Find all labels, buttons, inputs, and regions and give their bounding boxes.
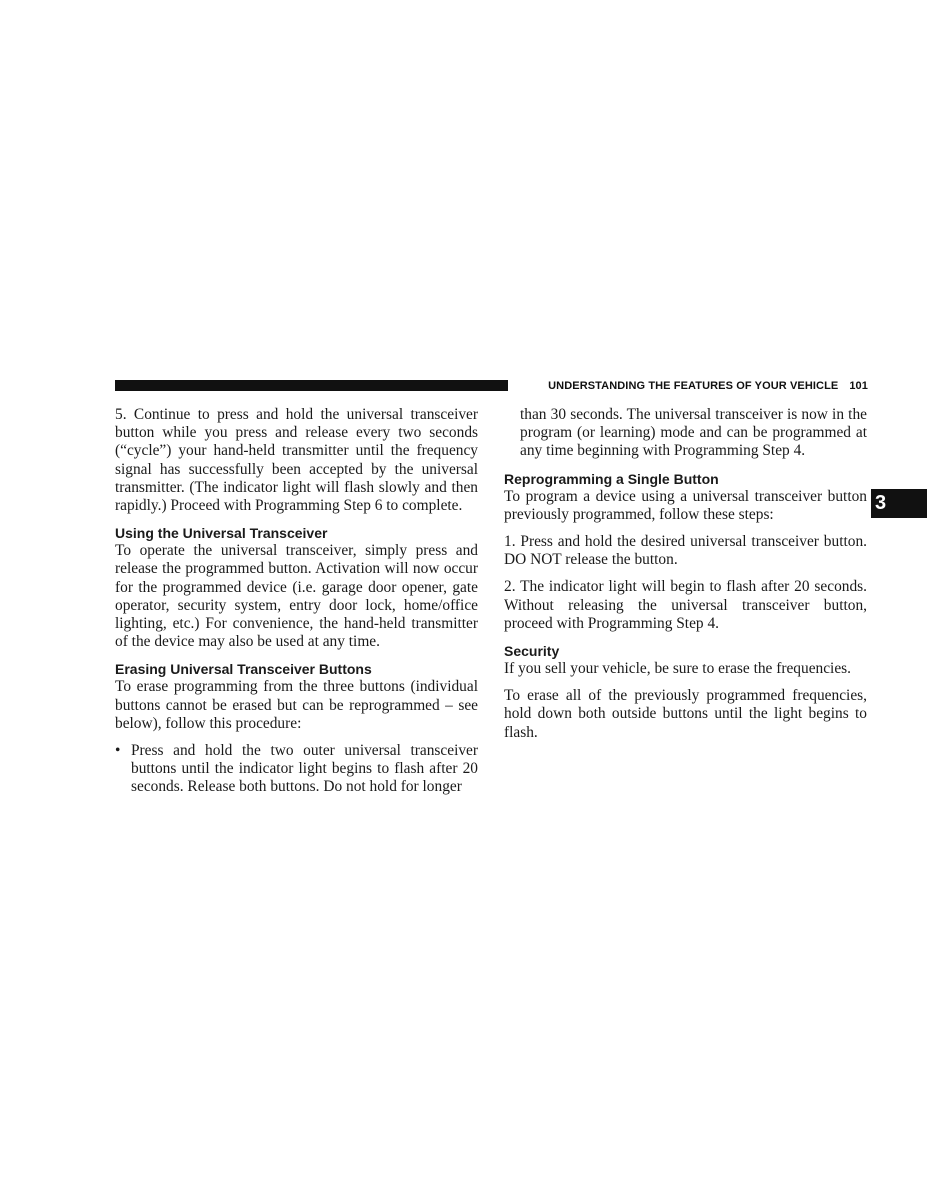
section-heading-security: Security xyxy=(504,643,560,660)
step-5-paragraph: 5. Continue to press and hold the universal transceiver button while you press and release every two seconds (“cycle”) your hand-held transmitter until the frequency signal has successfully been accepted by the universal transmitter. (The indicator light will flash slowly and then rapidly.) Proceed with Programming Step 6 to complete. xyxy=(115,406,478,515)
chapter-number: 3 xyxy=(875,492,887,514)
reprogramming-paragraph: To program a device using a universal transceiver button previously programmed, follow these steps: xyxy=(504,487,867,523)
security-paragraph-1: If you sell your vehicle, be sure to erase the frequencies. xyxy=(504,660,852,678)
page-number: 101 xyxy=(849,380,868,392)
bullet-text: Press and hold the two outer universal transceiver buttons until the indicator light begins to flash after 20 seconds. Release both buttons. Do not hold for longer xyxy=(131,742,478,796)
section-heading-erasing: Erasing Universal Transceiver Buttons xyxy=(115,661,372,678)
left-column xyxy=(115,406,478,806)
right-column xyxy=(504,406,867,751)
header-rule xyxy=(115,380,508,391)
header-title: UNDERSTANDING THE FEATURES OF YOUR VEHICLE xyxy=(548,380,839,392)
section-heading-using: Using the Universal Transceiver xyxy=(115,525,328,542)
bullet-marker: • xyxy=(115,742,121,760)
step-1-paragraph: 1. Press and hold the desired universal transceiver button. DO NOT release the button. xyxy=(504,533,867,569)
step-2-paragraph: 2. The indicator light will begin to flash after 20 seconds. Without releasing the universal transceiver button, proceed with Programming Step 4. xyxy=(504,578,867,632)
erasing-paragraph: To erase programming from the three buttons (individual buttons cannot be erased but can be reprogrammed – see below), follow this procedure: xyxy=(115,678,478,732)
running-header xyxy=(516,379,868,393)
chapter-tab xyxy=(871,489,927,518)
section-heading-reprogramming: Reprogramming a Single Button xyxy=(504,470,719,487)
bullet-item xyxy=(115,742,478,797)
bullet-continuation: than 30 seconds. The universal transceiver is now in the program (or learning) mode and can be programmed at any time beginning with Programming Step 4. xyxy=(520,406,867,460)
security-paragraph-2: To erase all of the previously programmed frequencies, hold down both outside buttons until the light begins to flash. xyxy=(504,687,867,741)
using-paragraph: To operate the universal transceiver, simply press and release the programmed button. Activation will now occur for the programmed device (i.e. garage door opener, gate operator, security system, entry door lock, home/office lighting, etc.) For convenience, the hand-held transmitter of the device may also be used at any time. xyxy=(115,542,478,651)
